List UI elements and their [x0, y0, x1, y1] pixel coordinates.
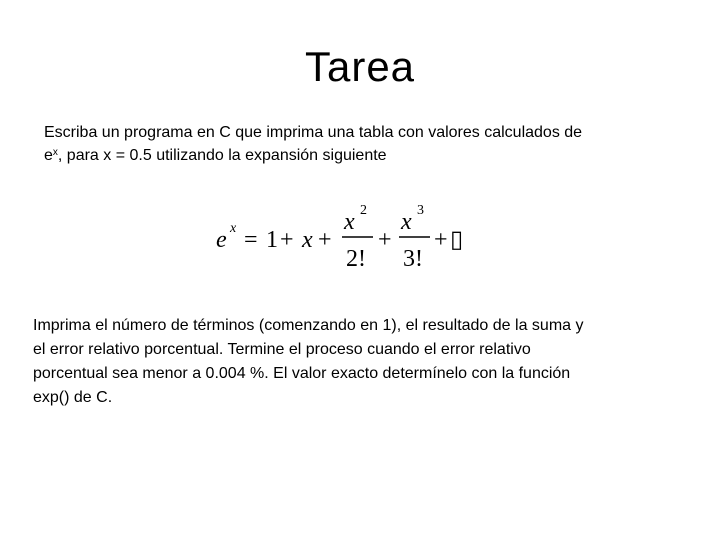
- formula-plus-2: +: [318, 227, 332, 253]
- formula-lhs-base: e: [216, 227, 227, 253]
- formula-num2-exponent: 2: [360, 203, 367, 218]
- intro-paragraph: [44, 121, 684, 167]
- formula-plus-4: +: [434, 227, 448, 253]
- slide-title: Tarea: [304, 43, 416, 90]
- instructions-line-4: exp() de C.: [33, 389, 113, 406]
- taylor-series-formula: [210, 196, 480, 276]
- instructions-line-3: porcentual sea menor a 0.004 %. El valor exacto determínelo con la función: [33, 365, 571, 382]
- intro-rest: , para x = 0.5 utilizando la expansión siguiente: [57, 147, 387, 164]
- formula-num3-base: x: [401, 209, 412, 235]
- formula-equals: =: [244, 227, 258, 253]
- intro-e: e: [44, 147, 53, 164]
- formula-x: x: [302, 227, 313, 253]
- formula-lhs-exponent: x: [230, 221, 237, 236]
- instructions-line-1: Imprima el número de términos (comenzando en 1), el resultado de la suma y: [33, 317, 584, 334]
- intro-line-2: [44, 144, 684, 167]
- formula-den3: 3!: [403, 246, 423, 272]
- intro-exponent: x: [52, 147, 58, 158]
- instructions-paragraph: [33, 314, 673, 410]
- formula-num2-base: x: [344, 209, 355, 235]
- formula-one: 1: [266, 227, 278, 253]
- instructions-line-2: el error relativo porcentual. Termine el proceso cuando el error relativo: [33, 341, 531, 358]
- formula-den2: 2!: [346, 246, 366, 272]
- formula-plus-3: +: [378, 227, 392, 253]
- intro-line-1: Escriba un programa en C que imprima una tabla con valores calculados de: [44, 124, 583, 141]
- formula-num3-exponent: 3: [417, 203, 424, 218]
- formula-ellipsis-box: ▯: [450, 227, 464, 253]
- formula-plus-1: +: [280, 227, 294, 253]
